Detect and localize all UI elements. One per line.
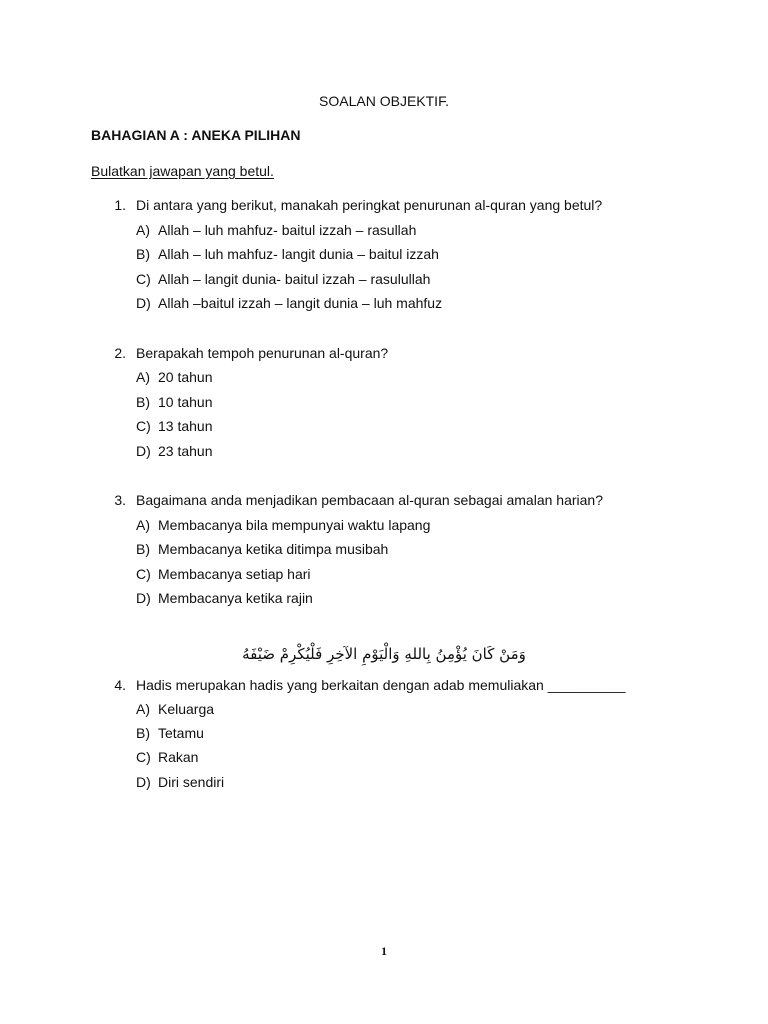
option-letter: C)	[136, 749, 151, 765]
option-letter: C)	[136, 566, 151, 582]
option-text: Allah – langit dunia- baitul izzah – rasulullah	[158, 271, 431, 287]
option-text: Allah – luh mahfuz- langit dunia – baitul izzah	[158, 246, 439, 262]
option-text: 23 tahun	[158, 443, 213, 459]
option-letter: C)	[136, 271, 151, 287]
question-number: 1.	[114, 197, 126, 213]
arabic-hadith-text: وَمَنْ كَانَ يُؤْمِنُ بِاللهِ وَالْيَوْمِ الآخِرِ فَلْيُكْرِمْ ضَيْفَهُ	[242, 645, 526, 663]
question-number: 4.	[114, 677, 126, 693]
option-text: Membacanya setiap hari	[158, 566, 311, 582]
option-letter: D)	[136, 295, 151, 311]
option-letter: A)	[136, 517, 150, 533]
option-letter: C)	[136, 418, 151, 434]
option-text: Membacanya ketika ditimpa musibah	[158, 541, 389, 557]
option-text: Membacanya bila mempunyai waktu lapang	[158, 517, 431, 533]
option-text: Allah –baitul izzah – langit dunia – luh mahfuz	[158, 295, 443, 311]
option-letter: D)	[136, 590, 151, 606]
option-letter: A)	[136, 369, 150, 385]
option-text: Allah – luh mahfuz- baitul izzah – rasullah	[158, 222, 417, 238]
question-number: 3.	[114, 492, 126, 508]
option-text: Diri sendiri	[158, 774, 225, 790]
option-letter: B)	[136, 246, 150, 262]
option-text: 10 tahun	[158, 394, 213, 410]
option-text: 13 tahun	[158, 418, 213, 434]
page-title: SOALAN OBJEKTIF.	[319, 93, 449, 109]
page-number: 1	[381, 944, 387, 958]
option-text: Membacanya ketika rajin	[158, 590, 313, 606]
option-text: Keluarga	[158, 701, 215, 717]
option-letter: D)	[136, 443, 151, 459]
question-text: Di antara yang berikut, manakah peringkat penurunan al-quran yang betul?	[136, 197, 603, 213]
question-number: 2.	[114, 345, 126, 361]
option-letter: B)	[136, 725, 150, 741]
option-text: 20 tahun	[158, 369, 213, 385]
option-text: Tetamu	[158, 725, 204, 741]
option-letter: B)	[136, 394, 150, 410]
option-letter: B)	[136, 541, 150, 557]
option-letter: A)	[136, 222, 150, 238]
question-text: Hadis merupakan hadis yang berkaitan dengan adab memuliakan __________	[136, 677, 626, 693]
instruction-text: Bulatkan jawapan yang betul.	[91, 163, 274, 179]
option-letter: A)	[136, 701, 150, 717]
question-text: Berapakah tempoh penurunan al-quran?	[136, 345, 389, 361]
section-heading: BAHAGIAN A : ANEKA PILIHAN	[91, 127, 301, 143]
option-letter: D)	[136, 774, 151, 790]
option-text: Rakan	[158, 749, 199, 765]
question-text: Bagaimana anda menjadikan pembacaan al-quran sebagai amalan harian?	[136, 492, 603, 508]
